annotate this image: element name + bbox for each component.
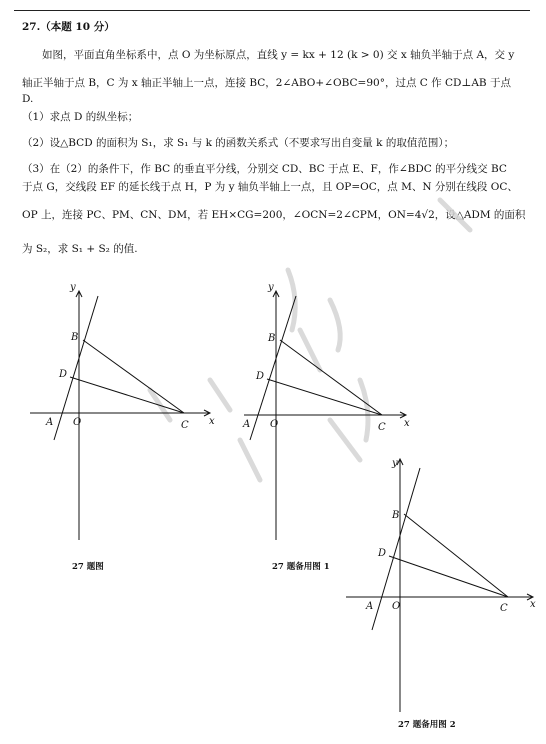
part-3-line-c: OP 上，连接 PC、PM、CN、DM，若 EH×CG=200，∠OCN=2∠CPM，ON=4√2，设△ADM 的面积 — [22, 209, 526, 221]
part-1: （1）求点 D 的纵坐标； — [22, 111, 139, 123]
fig1-label-b: B — [71, 332, 79, 343]
fig2-label-o: O — [270, 419, 279, 430]
part-2: （2）设△BCD 的面积为 S₁，求 S₁ 与 k 的函数关系式（不要求写出自变量 k 的取值范围）； — [22, 137, 455, 149]
problem-header: 27.（本题 10 分） — [22, 21, 115, 33]
fig1-label-o: O — [73, 417, 82, 428]
problem-line-1: 如图，平面直角坐标系中，点 O 为坐标原点，直线 y = kx + 12 (k > 0) 交 x 轴负半轴于点 A，交 y — [42, 49, 515, 61]
fig1-caption: 27 题图 — [72, 562, 104, 572]
problem-line-2: 轴正半轴于点 B，C 为 x 轴正半轴上一点，连接 BC，2∠ABO+∠OBC=90°，过点 C 作 CD⊥AB 于点 — [22, 77, 511, 89]
problem-line-3: D. — [22, 93, 34, 105]
fig3-label-c: C — [500, 603, 508, 614]
fig3-segment-cd — [389, 556, 508, 597]
fig3-segment-bc — [404, 514, 508, 597]
fig3-label-d: D — [378, 548, 387, 559]
fig2-label-x: x — [404, 418, 410, 429]
fig2-label-c: C — [378, 422, 386, 433]
fig3-label-o: O — [392, 601, 401, 612]
fig2-label-a: A — [243, 419, 251, 430]
fig3-caption: 27 题备用图 2 — [398, 720, 456, 730]
fig1-label-a: A — [46, 417, 54, 428]
fig1-label-d: D — [59, 369, 68, 380]
fig3-label-b: B — [392, 510, 400, 521]
fig1-label-x: x — [209, 416, 215, 427]
part-3-line-d: 为 S₂，求 S₁ + S₂ 的值. — [22, 243, 138, 255]
fig3-label-a: A — [366, 601, 374, 612]
fig2-label-y: y — [268, 282, 274, 293]
part-3-line-a: （3）在（2）的条件下，作 BC 的垂直平分线，分别交 CD、BC 于点 E、F，作∠BDC 的平分线交 BC — [22, 163, 507, 175]
fig1-label-c: C — [181, 420, 189, 431]
fig2-label-d: D — [256, 371, 265, 382]
fig3-label-y: y — [392, 458, 398, 469]
part-3-line-b: 于点 G，交线段 EF 的延长线于点 H，P 为 y 轴负半轴上一点，且 OP=OC，点 M、N 分别在线段 OC、 — [22, 181, 518, 193]
fig3-label-x: x — [530, 599, 536, 610]
fig2-caption: 27 题备用图 1 — [272, 562, 330, 572]
fig2-label-b: B — [268, 333, 276, 344]
fig1-label-y: y — [70, 282, 76, 293]
